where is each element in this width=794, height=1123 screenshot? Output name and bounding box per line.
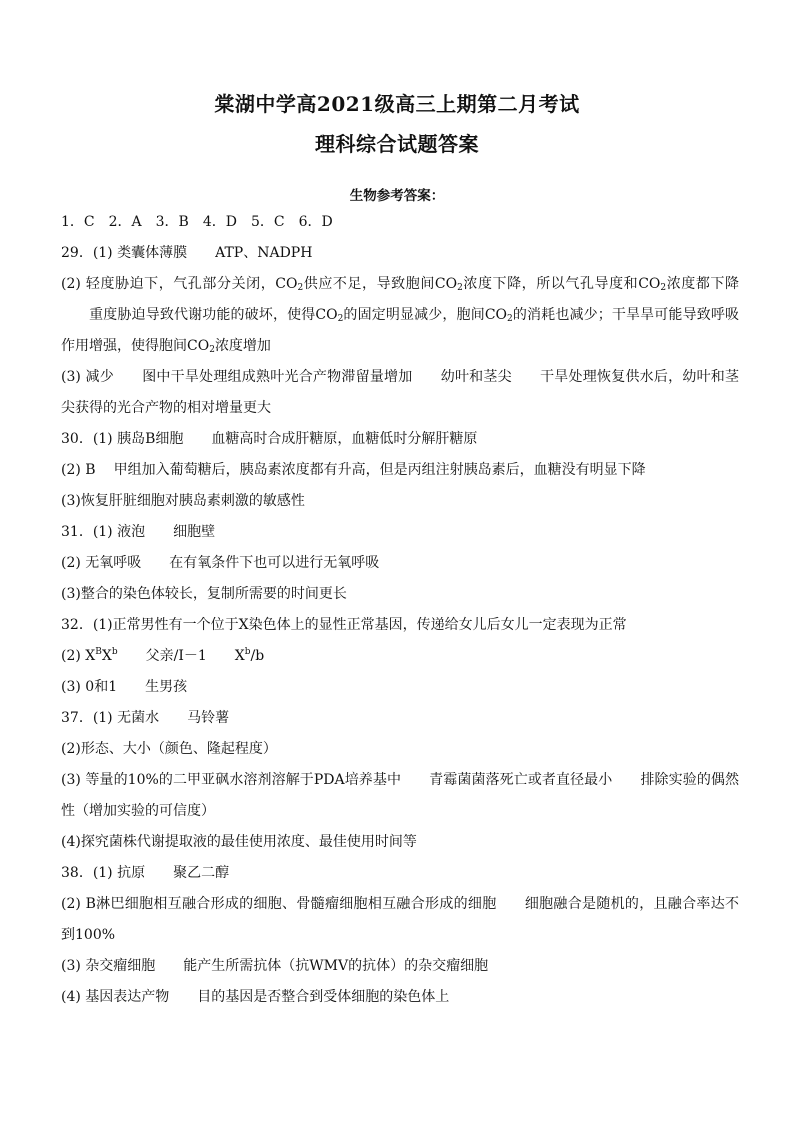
q38-part2: (2) B淋巴细胞相互融合形成的细胞、骨髓瘤细胞相互融合形成的细胞 细胞融合是随机的，且融合率达不到100%: [61, 896, 739, 943]
exam-title: 棠湖中学高2021级高三上期第二月考试: [214, 92, 580, 116]
q31-part2: (2) 无氧呼吸 在有氧条件下也可以进行无氧呼吸: [61, 555, 380, 571]
q32-part1: 32．(1)正常男性有一个位于X染色体上的显性正常基因，传递给女儿后女儿一定表现为正常: [61, 617, 627, 633]
q29-part1: 29．(1) 类囊体薄膜 ATP、NADPH: [61, 245, 313, 261]
q29-part3: (3) 减少 图中干旱处理组成熟叶光合产物滞留量增加 幼叶和茎尖 干旱处理恢复供水后，幼叶和茎尖获得的光合产物的相对增量更大: [61, 369, 740, 416]
q38-part4: (4) 基因表达产物 目的基因是否整合到受体细胞的染色体上: [61, 989, 450, 1005]
q32-part2: (2) $X^BX^b$ 父亲/I－1 $X^b/b$: [61, 647, 265, 664]
q30-part1: 30．(1) 胰岛B细胞 血糖高时合成肝糖原，血糖低时分解肝糖原: [61, 431, 478, 447]
biology-answers-heading: 生物参考答案：: [349, 188, 445, 204]
q37-part1: 37．(1) 无菌水 马铃薯: [61, 710, 230, 726]
q38-part1: 38．(1) 抗原 聚乙二醇: [61, 865, 230, 881]
q37-part2: (2)形态、大小（颜色、隆起程度）: [61, 741, 277, 757]
q31-part1: 31．(1) 液泡 细胞壁: [61, 524, 216, 540]
q37-part3: (3) 等量的10%的二甲亚砜水溶剂溶解于PDA培养基中 青霉菌菌落死亡或者直径最小 排除实验的偶然性（增加实验的可信度）: [61, 772, 740, 819]
q38-part3: (3) 杂交瘤细胞 能产生所需抗体（抗WMV的抗体）的杂交瘤细胞: [61, 958, 489, 974]
q30-part3: (3)恢复肝脏细胞对胰岛素刺激的敏感性: [61, 493, 305, 509]
q32-part3: (3) 0和1 生男孩: [61, 679, 188, 695]
q31-part3: (3)整合的染色体较长，复制所需要的时间更长: [61, 586, 347, 602]
exam-subtitle: 理科综合试题答案: [315, 132, 479, 156]
q30-part2: (2) B 甲组加入葡萄糖后，胰岛素浓度都有升高，但是丙组注射胰岛素后，血糖没有明显下降: [61, 462, 646, 478]
q37-part4: (4)探究菌株代谢提取液的最佳使用浓度、最佳使用时间等: [61, 834, 417, 850]
q29-part2: (2) 轻度胁迫下，气孔部分关闭，$CO_2$供应不足，导致胞间$CO_2$浓度下降，所以气孔导度和$CO_2$浓度都下降重度胁迫导致代谢功能的破坏，使得$CO_2$的固定明显减少，胞间$CO_2$的消耗也减少；干旱旱可能导致呼吸作用增强，使得胞间$CO_2$浓度增加: [61, 276, 740, 355]
answer-body: [61, 207, 739, 1013]
choice-answers: 1．C 2．A 3．B 4．D 5．C 6．D: [61, 214, 333, 230]
